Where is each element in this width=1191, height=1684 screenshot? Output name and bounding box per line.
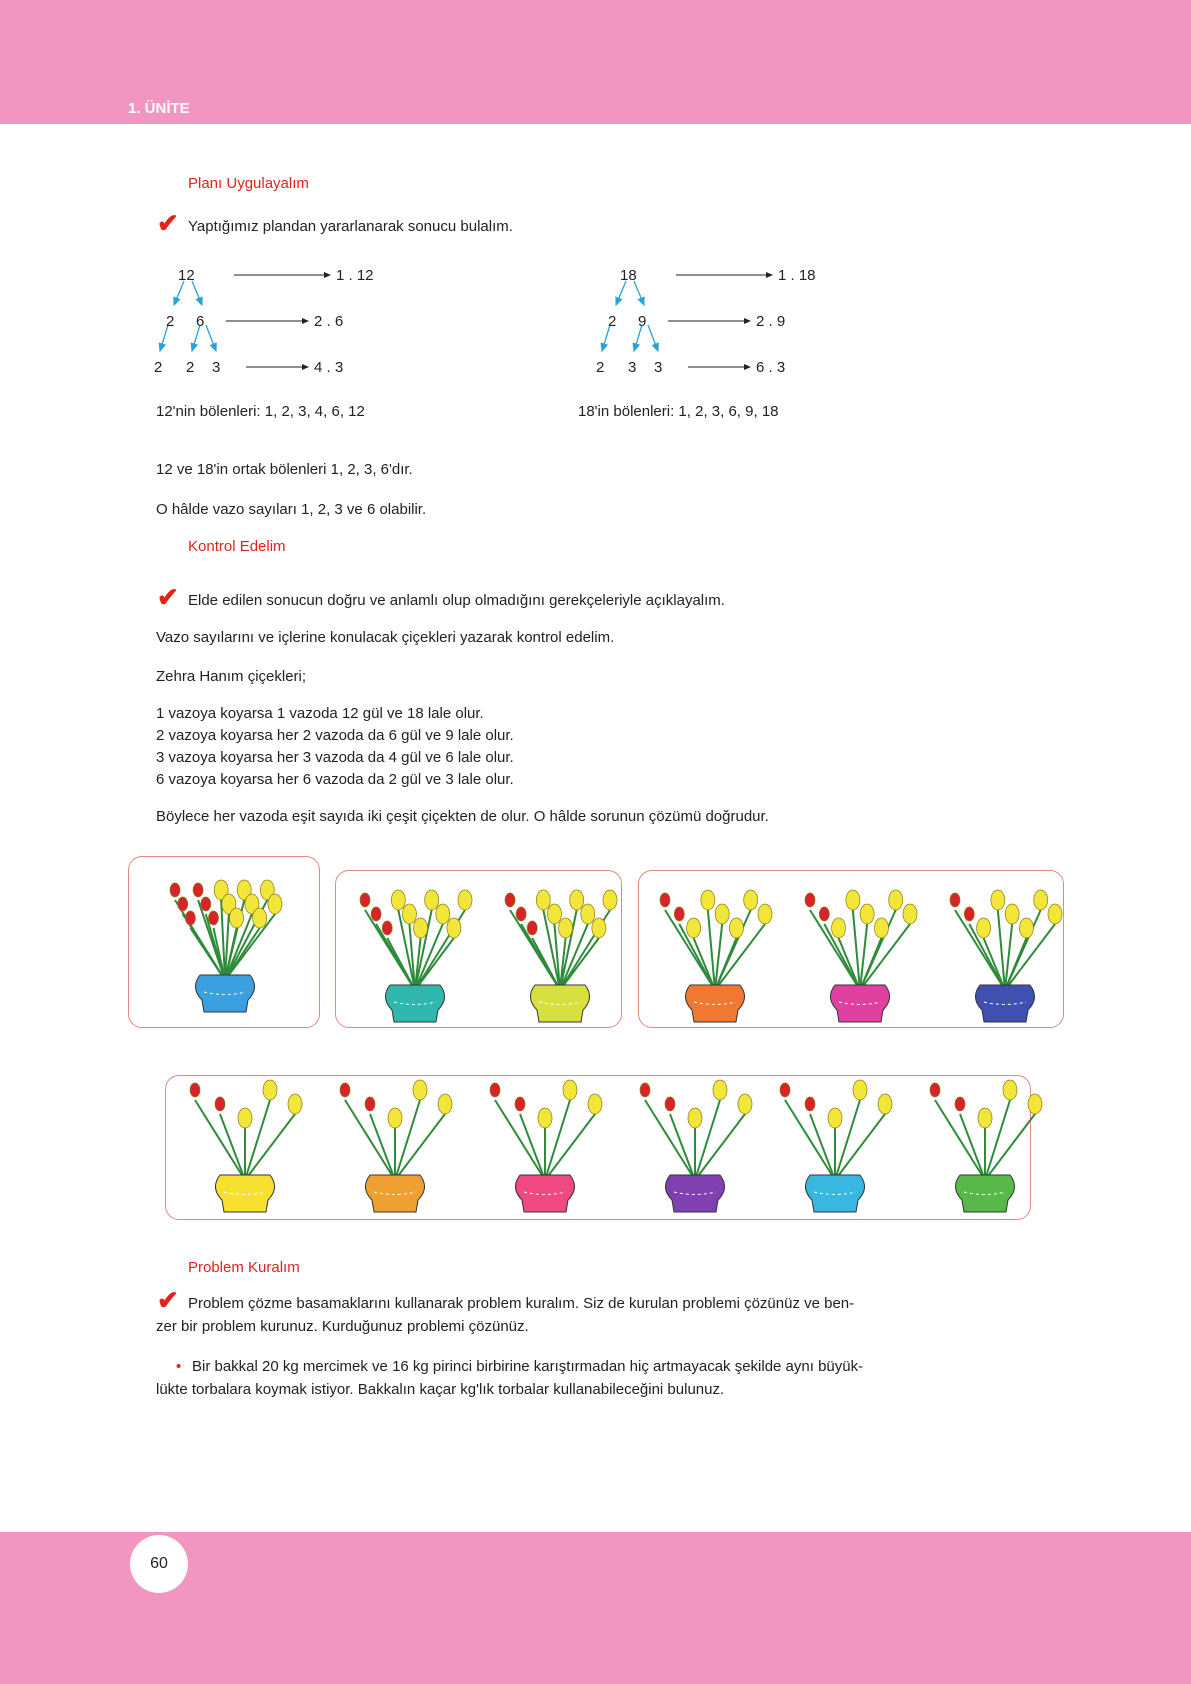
tree12-node: 2 bbox=[166, 313, 175, 330]
tree18-node: 3 bbox=[654, 359, 663, 376]
tree12-node: 3 bbox=[212, 359, 221, 376]
flower-vase bbox=[920, 1070, 1030, 1220]
common-divisors: 12 ve 18'in ortak bölenleri 1, 2, 3, 6'dır. bbox=[156, 461, 413, 478]
instruction: Elde edilen sonucun doğru ve anlamlı olup olmadığını gerekçeleriyle açıklayalım. bbox=[188, 592, 725, 609]
instruction: Problem çözme basamaklarını kullanarak problem kuralım. Siz de kurulan problemi çözünüz ve ben- bbox=[188, 1295, 855, 1312]
problem-text: lükte torbalara koymak istiyor. Bakkalın kaçar kg'lık torbalar kullanabileceğini bulunuz. bbox=[156, 1381, 725, 1398]
flower-vase bbox=[650, 880, 760, 1030]
checkmark-icon: ✔ bbox=[157, 208, 179, 238]
divisors-18: 18'in bölenleri: 1, 2, 3, 6, 9, 18 bbox=[578, 403, 779, 420]
tree18-node: 2 bbox=[608, 313, 617, 330]
checkmark-icon: ✔ bbox=[157, 582, 179, 612]
vase-counts: O hâlde vazo sayıları 1, 2, 3 ve 6 olabilir. bbox=[156, 501, 427, 518]
page-number: 60 bbox=[130, 1535, 188, 1593]
paragraph: Vazo sayılarını ve içlerine konulacak çiçekleri yazarak kontrol edelim. bbox=[156, 629, 615, 646]
flower-vase bbox=[630, 1070, 740, 1220]
tree12-pair1: 1 . 12 bbox=[336, 267, 374, 284]
tree18-root: 18 bbox=[620, 267, 637, 284]
tree12-node: 2 bbox=[154, 359, 163, 376]
section-title-apply-plan: Planı Uygulayalım bbox=[188, 175, 309, 192]
bullet-icon: • bbox=[176, 1358, 182, 1375]
tree18-node: 3 bbox=[628, 359, 637, 376]
flower-vase bbox=[350, 880, 460, 1030]
flower-vase bbox=[495, 880, 605, 1030]
flower-vase bbox=[160, 870, 270, 1020]
tree12-pair3: 4 . 3 bbox=[314, 359, 344, 376]
tree12-node: 2 bbox=[186, 359, 195, 376]
list-item: 3 vazoya koyarsa her 3 vazoda da 4 gül ve 6 lale olur. bbox=[156, 749, 514, 766]
tree18-pair2: 2 . 9 bbox=[756, 313, 786, 330]
paragraph: Zehra Hanım çiçekleri; bbox=[156, 668, 307, 685]
unit-label: 1. ÜNİTE bbox=[128, 100, 190, 117]
tree18-node: 2 bbox=[596, 359, 605, 376]
tree12-root: 12 bbox=[178, 267, 195, 284]
section-title-pose-problem: Problem Kuralım bbox=[188, 1259, 300, 1276]
section-title-check: Kontrol Edelim bbox=[188, 538, 286, 555]
flower-vase bbox=[940, 880, 1050, 1030]
problem-text: Bir bakkal 20 kg mercimek ve 16 kg pirinci birbirine karıştırmadan hiç artmayacak şekilde aynı büyük- bbox=[192, 1358, 864, 1375]
flower-vase bbox=[770, 1070, 880, 1220]
tree12-pair2: 2 . 6 bbox=[314, 313, 344, 330]
checkmark-icon: ✔ bbox=[157, 1285, 179, 1315]
flower-vase bbox=[180, 1070, 290, 1220]
instruction: Yaptığımız plandan yararlanarak sonucu bulalım. bbox=[188, 218, 513, 235]
list-item: 6 vazoya koyarsa her 6 vazoda da 2 gül ve 3 lale olur. bbox=[156, 771, 514, 788]
instruction: zer bir problem kurunuz. Kurduğunuz problemi çözünüz. bbox=[156, 1318, 529, 1335]
conclusion: Böylece her vazoda eşit sayıda iki çeşit çiçekten de olur. O hâlde sorunun çözümü doğrudur. bbox=[156, 808, 769, 825]
list-item: 1 vazoya koyarsa 1 vazoda 12 gül ve 18 lale olur. bbox=[156, 705, 484, 722]
divisors-12: 12'nin bölenleri: 1, 2, 3, 4, 6, 12 bbox=[156, 403, 365, 420]
tree18-node: 9 bbox=[638, 313, 647, 330]
tree18-pair3: 6 . 3 bbox=[756, 359, 786, 376]
flower-vase bbox=[795, 880, 905, 1030]
flower-vase bbox=[330, 1070, 440, 1220]
tree18-pair1: 1 . 18 bbox=[778, 267, 816, 284]
tree12-node: 6 bbox=[196, 313, 205, 330]
flower-vase bbox=[480, 1070, 590, 1220]
list-item: 2 vazoya koyarsa her 2 vazoda da 6 gül ve 9 lale olur. bbox=[156, 727, 514, 744]
